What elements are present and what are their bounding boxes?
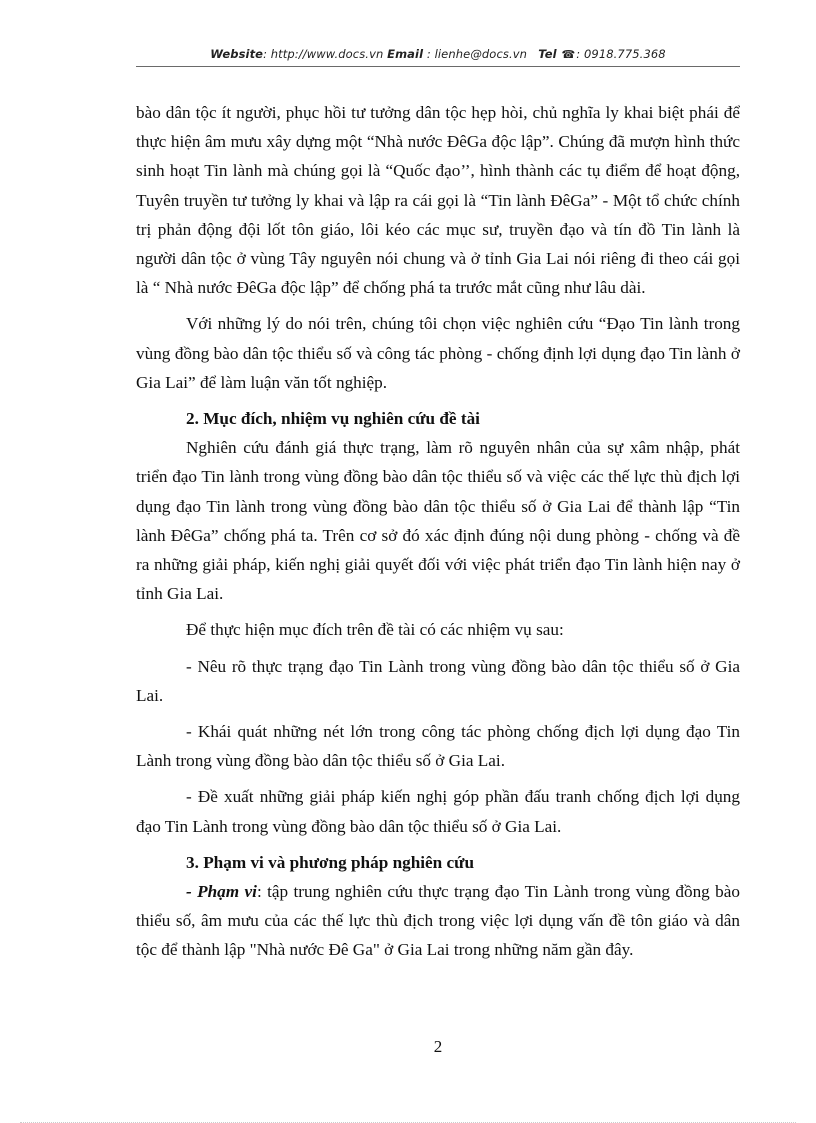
- header-divider: [136, 66, 740, 67]
- paragraph-6: - Khái quát những nét lớn trong công tác phòng chống địch lợi dụng đạo Tin Lành trong vùng đồng bào dân tộc thiểu số ở Gia Lai.: [136, 722, 740, 771]
- email-label: Email: [387, 47, 424, 61]
- email-value: : lienhe@docs.vn: [423, 47, 528, 61]
- tel-value: : 0918.775.368: [576, 47, 666, 61]
- paragraph-3: Nghiên cứu đánh giá thực trạng, làm rõ nguyên nhân của sự xâm nhập, phát triển đạo Tin lành trong vùng đồng bào dân tộc thiểu số và việc các thế lực thù địch lợi dụng đạo Tin lành trong vùng đồng bào dân tộc thiểu số ở Gia Lai để thành lập “Tin lành ĐêGa” chống phá ta. Trên cơ sở đó xác định đúng nội dung phòng - chống và đề ra những giải pháp, kiến nghị giải quyết đối với việc phát triển đạo Tin lành hiện nay ở tỉnh Gia Lai.: [136, 438, 740, 604]
- document-body: [136, 98, 740, 965]
- website-value: : http://www.docs.vn: [263, 47, 384, 61]
- phone-icon: ☎: [561, 48, 576, 61]
- paragraph-1: bào dân tộc ít người, phục hồi tư tưởng dân tộc hẹp hòi, chủ nghĩa ly khai biệt phái để thực hiện âm mưu xây dựng một “Nhà nước ĐêGa độc lập”. Chúng đã mượn hình thức sinh hoạt Tin lành mà chúng gọi là “Quốc đạo’’, hình thành các tụ điểm để hoạt động, Tuyên truyền tư tưởng ly khai và lập ra cái gọi là “Tin lành ĐêGa” - Một tổ chức chính trị phản động đội lốt tôn giáo, lôi kéo các mục sư, truyền đạo và tín đồ Tin lành là người dân tộc ở vùng Tây nguyên nói chung và ở tỉnh Gia Lai nói riêng đi theo cái gọi là “ Nhà nước ĐêGa độc lập” để chống phá ta trước mắt cũng như lâu dài.: [136, 103, 740, 298]
- paragraph-8: [136, 877, 740, 965]
- paragraph-5: - Nêu rõ thực trạng đạo Tin Lành trong vùng đồng bào dân tộc thiểu số ở Gia Lai.: [136, 656, 740, 705]
- section-heading-3: 3. Phạm vi và phương pháp nghiên cứu: [186, 852, 475, 872]
- website-label: Website: [210, 47, 264, 61]
- paragraph-2: Với những lý do nói trên, chúng tôi chọn việc nghiên cứu “Đạo Tin lành trong vùng đồng bào dân tộc thiểu số và công tác phòng - chống định lợi dụng đạo Tin lành ở Gia Lai” để làm luận văn tốt nghiệp.: [136, 314, 740, 392]
- tel-label: Tel: [538, 47, 557, 61]
- paragraph-7: - Đề xuất những giải pháp kiến nghị góp phần đấu tranh chống địch lợi dụng đạo Tin Lành trong vùng đồng bào dân tộc thiểu số ở Gia Lai.: [136, 787, 740, 836]
- section-heading-2: 2. Mục đích, nhiệm vụ nghiên cứu đề tài: [186, 409, 480, 429]
- scope-label: - Phạm vi: [186, 882, 257, 902]
- page-header: [136, 47, 740, 61]
- page-number: 2: [433, 1037, 443, 1056]
- scope-text: : tập trung nghiên cứu thực trạng đạo Tin Lành trong vùng đồng bào thiểu số, âm mưu của các thế lực thù địch trong việc lợi dụng vấn đề tôn giáo và dân tộc để thành lập "Nhà nước Đê Ga" ở Gia Lai trong những năm gần đây.: [136, 882, 740, 960]
- paragraph-4: Để thực hiện mục đích trên đề tài có các nhiệm vụ sau:: [186, 620, 564, 640]
